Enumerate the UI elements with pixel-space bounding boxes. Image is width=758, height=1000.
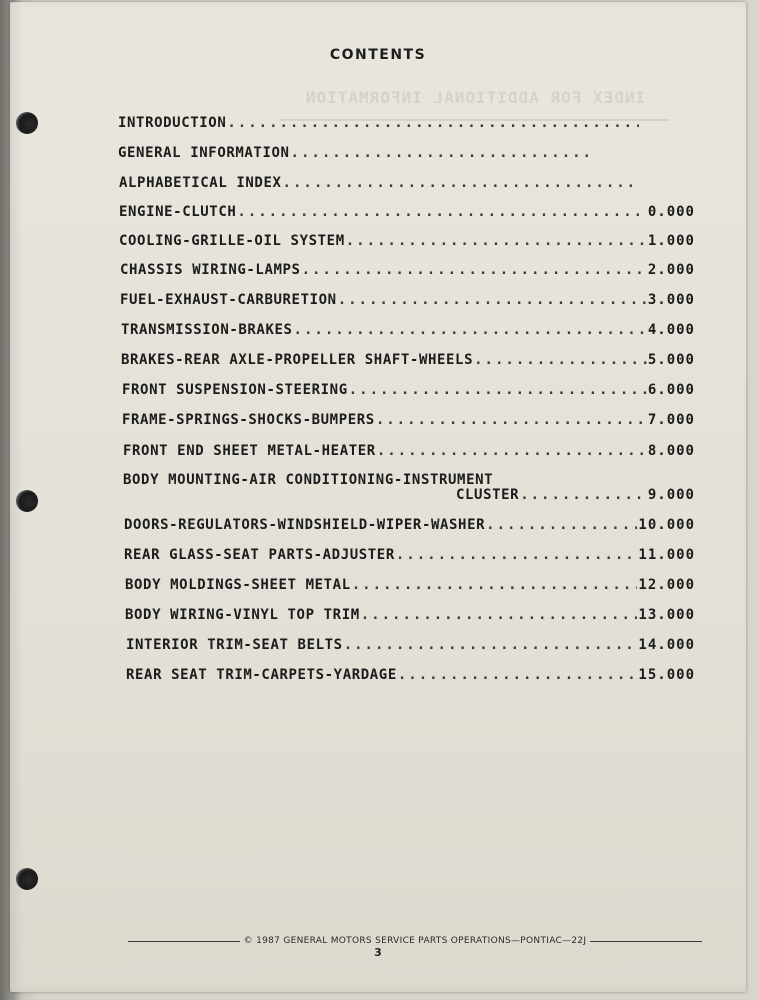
toc-leader-dots (352, 577, 638, 593)
toc-entry-label: BODY MOLDINGS-SHEET METAL (125, 577, 351, 593)
toc-leader-dots (486, 517, 637, 533)
toc-entry-number: 6.000 (647, 382, 695, 398)
toc-entry (125, 577, 695, 593)
toc-leader-dots (344, 637, 638, 653)
toc-entry (123, 443, 695, 459)
toc-entry-label: ENGINE-CLUTCH (119, 204, 237, 220)
toc-entry (122, 412, 695, 428)
toc-entry-number: 14.000 (638, 637, 695, 653)
toc-leader-dots (377, 443, 647, 459)
toc-entry-number: 12.000 (638, 577, 695, 593)
toc-entry (126, 637, 695, 653)
toc-leader-dots (338, 292, 647, 308)
toc-entry-label: BODY WIRING-VINYL TOP TRIM (125, 607, 360, 623)
toc-entry-number: 11.000 (638, 547, 695, 563)
toc-leader-dots (283, 175, 639, 191)
toc-leader-dots (398, 667, 638, 683)
toc-entry-number: 8.000 (647, 443, 695, 459)
toc-entry (126, 667, 695, 683)
toc-leader-dots (294, 322, 647, 338)
footer-rule-left (128, 941, 240, 942)
toc-leader-dots (227, 115, 639, 131)
toc-entry-label: FRAME-SPRINGS-SHOCKS-BUMPERS (122, 412, 375, 428)
toc-entry-number: 5.000 (647, 352, 695, 368)
toc-entry-label: CHASSIS WIRING-LAMPS (120, 262, 301, 278)
toc-entry-label: ALPHABETICAL INDEX (119, 175, 282, 191)
toc-entry-number: 7.000 (647, 412, 695, 428)
toc-entry-label: DOORS-REGULATORS-WINDSHIELD-WIPER-WASHER (124, 517, 486, 533)
toc-entry (121, 322, 695, 338)
toc-entry (124, 517, 695, 533)
toc-entry (119, 233, 695, 249)
toc-entry (456, 487, 695, 503)
toc-entry (119, 204, 695, 220)
toc-entry-label: TRANSMISSION-BRAKES (121, 322, 293, 338)
toc-entry (124, 547, 695, 563)
toc-entry-label: FUEL-EXHAUST-CARBURETION (120, 292, 337, 308)
toc-entry-number: 2.000 (647, 262, 695, 278)
page-footer (128, 936, 702, 946)
page-title: CONTENTS (329, 47, 427, 63)
toc-entry (118, 115, 640, 131)
toc-leader-dots (291, 145, 595, 161)
toc-entry-number: 1.000 (647, 233, 695, 249)
toc-entry (119, 175, 640, 191)
toc-leader-dots (349, 382, 647, 398)
toc-entry-label: FRONT END SHEET METAL-HEATER (123, 443, 376, 459)
toc-entry-label: FRONT SUSPENSION-STEERING (122, 382, 348, 398)
toc-leader-dots (346, 233, 647, 249)
toc-entry-label: BODY MOUNTING-AIR CONDITIONING-INSTRUMENT (123, 472, 494, 488)
toc-entry-label: BRAKES-REAR AXLE-PROPELLER SHAFT-WHEELS (121, 352, 474, 368)
toc-entry (118, 145, 596, 161)
show-through-reverse-text: INDEX FOR ADDITIONAL INFORMATION (240, 80, 710, 780)
toc-leader-dots (361, 607, 638, 623)
toc-entry (120, 292, 695, 308)
toc-entry-label: INTRODUCTION (118, 115, 227, 131)
toc-entry (125, 607, 695, 623)
page-number: 3 (374, 946, 382, 959)
toc-entry-number: 15.000 (638, 667, 695, 683)
footer-rule-right (590, 941, 702, 942)
toc-leader-dots (520, 487, 647, 503)
toc-entry-number: 9.000 (647, 487, 695, 503)
toc-entry-number: 3.000 (647, 292, 695, 308)
toc-entry (121, 352, 695, 368)
toc-entry-number: 4.000 (647, 322, 695, 338)
toc-entry-number: 13.000 (638, 607, 695, 623)
toc-entry-label: GENERAL INFORMATION (118, 145, 290, 161)
toc-leader-dots (396, 547, 638, 563)
toc-entry-number: 0.000 (647, 204, 695, 220)
toc-entry (120, 262, 695, 278)
toc-entry-label: INTERIOR TRIM-SEAT BELTS (126, 637, 343, 653)
toc-entry-label-continued: CLUSTER (456, 487, 520, 503)
toc-leader-dots (474, 352, 647, 368)
toc-entry-label: COOLING-GRILLE-OIL SYSTEM (119, 233, 345, 249)
toc-leader-dots (237, 204, 646, 220)
toc-entry-number: 10.000 (638, 517, 695, 533)
toc-leader-dots (376, 412, 647, 428)
toc-entry-label: REAR GLASS-SEAT PARTS-ADJUSTER (124, 547, 395, 563)
footer-copyright: © 1987 GENERAL MOTORS SERVICE PARTS OPERATIONS—PONTIAC—22J (243, 936, 587, 946)
toc-entry (122, 382, 695, 398)
toc-entry-label: REAR SEAT TRIM-CARPETS-YARDAGE (126, 667, 397, 683)
toc-leader-dots (302, 262, 647, 278)
